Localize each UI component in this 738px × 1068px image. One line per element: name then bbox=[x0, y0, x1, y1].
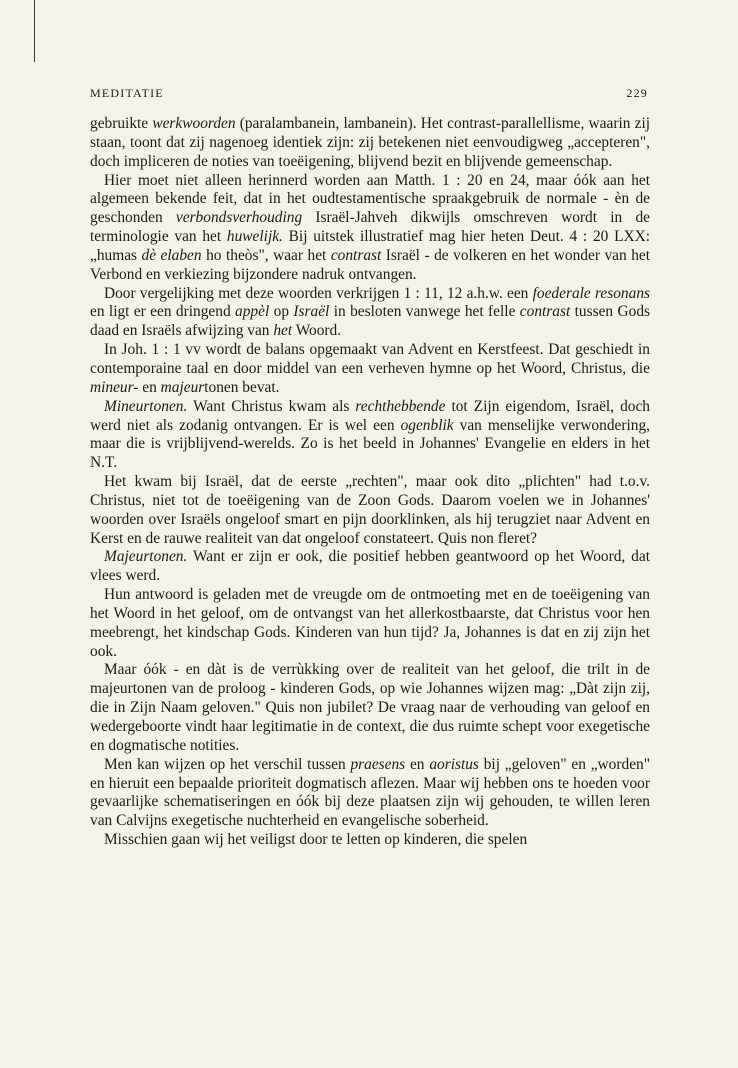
italic-text: verbondsverhouding bbox=[175, 209, 303, 227]
text-run: ho theòs", waar het bbox=[201, 246, 331, 264]
text-run: tonen bevat. bbox=[204, 378, 280, 396]
text-run: Israël-Jahveh dikwijls omschreven wordt in de terminologie van het bbox=[90, 209, 650, 246]
paragraph bbox=[90, 115, 650, 172]
text-run: van menselijke verwondering, maar die is vrijblijvend-werelds. Zo is het beeld in Johannes' Evangelie en elders in het N.T. bbox=[90, 416, 650, 472]
italic-text: dè elaben bbox=[141, 246, 202, 264]
running-title: MEDITATIE bbox=[90, 86, 164, 100]
text-run: en bbox=[405, 755, 430, 773]
running-header bbox=[90, 86, 648, 101]
text-run: op bbox=[269, 303, 294, 321]
text-run: Bij uitstek illustratief mag hier heten Deut. 4 : 20 LXX: „humas bbox=[90, 228, 650, 264]
text-run: en bbox=[138, 378, 161, 396]
italic-text: mineur- bbox=[90, 378, 139, 396]
margin-rule bbox=[34, 0, 35, 62]
text-run: en ligt er een dringend bbox=[90, 303, 236, 321]
italic-text: praesens bbox=[350, 755, 406, 773]
text-run: (paralambanein, lambanein). Het contrast-parallellisme, waarin zij staan, toont dat zij nagenoeg identiek zijn: zij betekenen niet eenvoudigweg „accepteren", doch impliceren de noties van toeëigening, blijvend bezit en blijvende gemeenschap. bbox=[90, 115, 650, 170]
text-run: Hier moet niet alleen herinnerd worden aan Matth. 1 : 20 en 24, maar óók aan het algemeen bekende feit, dat in het oudtestamentische spraakgebruik de normale - èn de geschonden bbox=[90, 171, 650, 227]
text-run: tussen Gods daad en Israëls afwijzing van bbox=[90, 303, 651, 340]
italic-text: Mineurtonen. bbox=[104, 397, 188, 415]
text-run: Woord. bbox=[292, 322, 342, 340]
text-run: Men kan wijzen op het verschil tussen bbox=[104, 755, 351, 773]
italic-text: ogenblik bbox=[400, 416, 454, 434]
italic-text: contrast bbox=[519, 303, 571, 321]
text-run: Want er zijn er ook, die positief hebben geantwoord op het Woord, dat vlees werd. bbox=[90, 548, 650, 585]
paragraph bbox=[90, 398, 650, 473]
italic-text: foederale resonans bbox=[532, 284, 651, 302]
italic-text: rechthebbende bbox=[355, 397, 446, 415]
italic-text: aoristus bbox=[429, 755, 479, 773]
paragraph bbox=[90, 285, 650, 342]
paragraph bbox=[90, 473, 650, 548]
text-run: Misschien gaan wij het veiligst door te letten op kinderen, die spelen bbox=[104, 831, 528, 849]
body-text bbox=[90, 115, 650, 850]
text-run: Hun antwoord is geladen met de vreugde om de ontmoeting met en de toeëigening van het Woord in het geloof, om de ontvangst van het allerkostbaarste, dat Christus voor hen meebrengt, het kindschap Gods. Kinderen van hun tijd? Ja, Johannes is dat en zij zijn het ook. bbox=[90, 586, 650, 660]
text-run: bij „geloven" en „worden" en hieruit een bepaalde prioriteit dogmatisch aflezen. Maar wij hebben ons te hoeden voor gevaarlijke schematiseringen en óók bij deze plaatsen zijn wij gehouden, te willen leren van Calvijns exegetische nuchterheid en evangelische soberheid. bbox=[90, 755, 650, 830]
paragraph bbox=[90, 756, 650, 831]
paragraph bbox=[90, 548, 650, 586]
italic-text: contrast bbox=[330, 246, 382, 264]
text-run: Israël - de volkeren en het wonder van het Verbond en verkiezing bijzondere nadruk ontvangen. bbox=[90, 246, 650, 283]
text-run: in besloten vanwege het felle bbox=[329, 303, 520, 321]
italic-text: appèl bbox=[235, 303, 270, 321]
italic-text: majeur bbox=[160, 378, 205, 396]
text-run: gebruikte bbox=[90, 115, 153, 132]
italic-text: Israël bbox=[293, 303, 330, 321]
text-run: In Joh. 1 : 1 vv wordt de balans opgemaakt van Advent en Kerstfeest. Dat geschiedt in contemporaine taal en door middel van een verheven hymne op het Woord, Christus, die bbox=[90, 341, 650, 377]
text-run: Maar óók - en dàt is de verrùkking over de realiteit van het geloof, die trilt in de majeurtonen van de proloog - kinderen Gods, op wie Johannes wijzen mag: „Dàt zijn zij, die in Zijn Naam geloven." Quis non jubilet? De vraag naar de verhouding van geloof en wedergeboorte vindt haar legitimatie in de context, die dus ruimte schept voor exegetische en dogmatische notities. bbox=[90, 661, 650, 754]
italic-text: werkwoorden bbox=[152, 115, 236, 132]
paragraph bbox=[90, 661, 650, 755]
paragraph bbox=[90, 831, 650, 850]
italic-text: huwelijk. bbox=[226, 228, 283, 246]
text-run: tot Zijn eigendom, Israël, doch werd niet als zodanig ontvangen. Er is wel een bbox=[90, 397, 650, 434]
text-run: Want Christus kwam als bbox=[187, 397, 356, 415]
page-number: 229 bbox=[626, 86, 648, 100]
italic-text: Majeurtonen. bbox=[104, 548, 188, 566]
paragraph bbox=[90, 172, 650, 285]
text-run: Het kwam bij Israël, dat de eerste „rechten", maar ook dito „plichten" had t.o.v. Christus, niet tot de toeëigening van de Zoon Gods. Daarom voelen we in Johannes' woorden over Israëls ongeloof smart en pijn doorklinken, als hij terugziet naar Advent en Kerst en de rauwe realiteit van dat ongeloof constateert. Quis non fleret? bbox=[90, 473, 650, 547]
text-run: Door vergelijking met deze woorden verkrijgen 1 : 11, 12 a.h.w. een bbox=[104, 284, 533, 302]
paragraph bbox=[90, 586, 650, 661]
italic-text: het bbox=[273, 322, 293, 340]
paragraph bbox=[90, 341, 650, 398]
